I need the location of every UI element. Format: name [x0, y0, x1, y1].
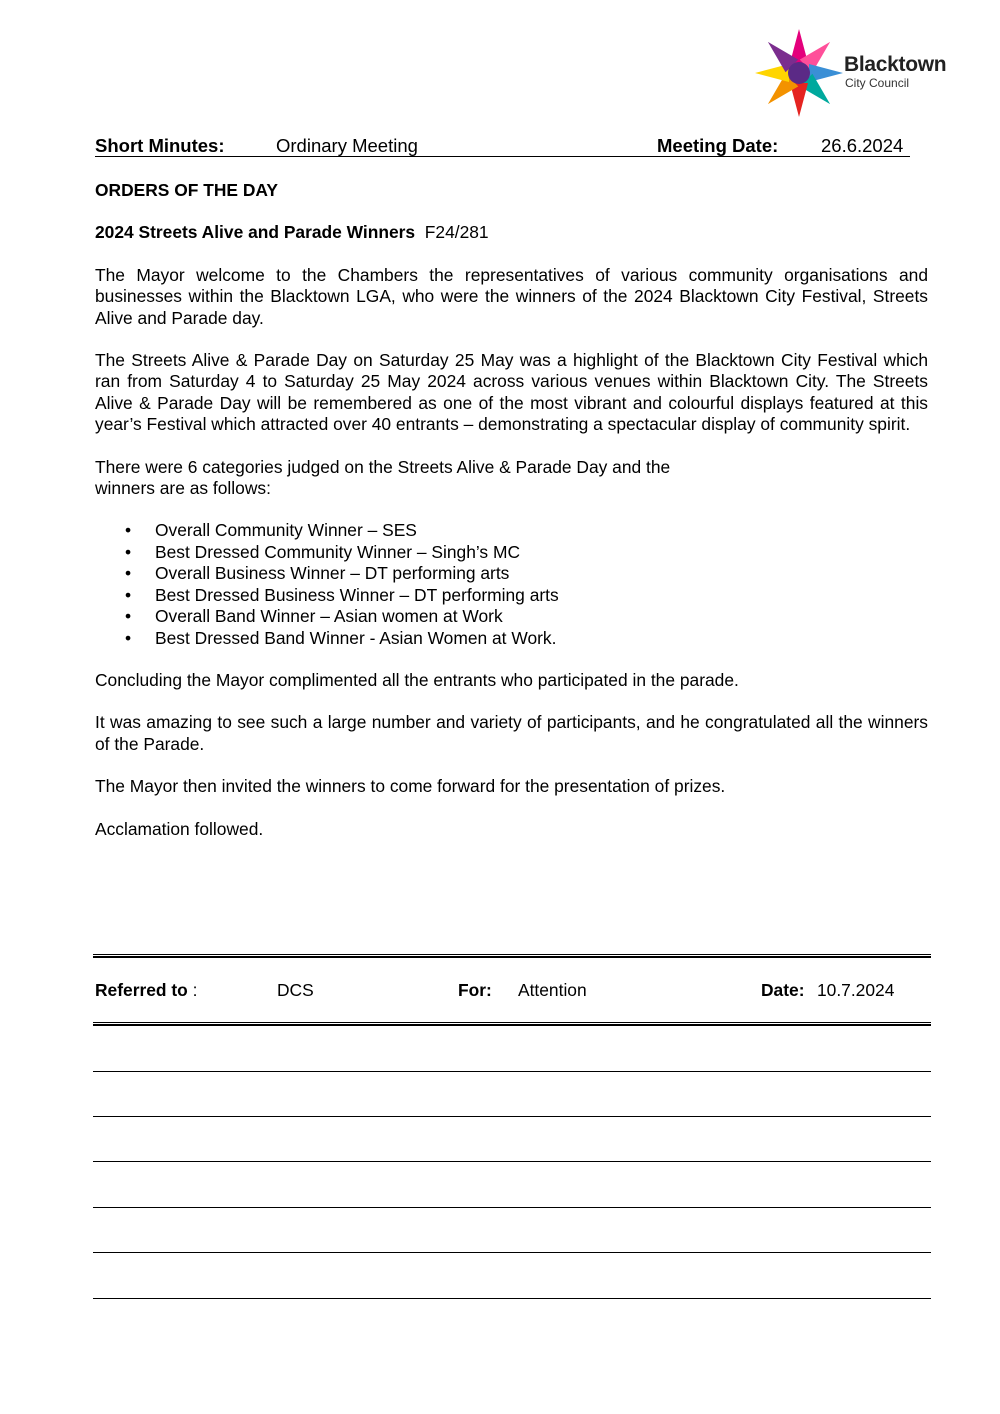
item-title: 2024 Streets Alive and Parade Winners	[95, 222, 416, 243]
minutes-header	[95, 135, 910, 159]
note-line	[93, 1116, 931, 1117]
meeting-date-value: 26.6.2024	[821, 135, 904, 156]
section-title: ORDERS OF THE DAY	[95, 180, 278, 200]
note-line	[93, 1298, 931, 1299]
for-label: For:	[458, 980, 492, 1000]
paragraph: It was amazing to see such a large number and variety of participants, and he congratulated all the winners of the Parade.	[95, 712, 928, 754]
referred-colon: :	[187, 980, 198, 1000]
item-ref: F24/281	[424, 222, 489, 243]
paragraph: winners are as follows:	[95, 478, 271, 499]
council-logo	[752, 26, 952, 120]
note-line	[93, 1252, 931, 1253]
referral-date-value: 10.7.2024	[817, 980, 895, 1000]
for-value: Attention	[518, 980, 587, 1000]
paragraph: The Streets Alive & Parade Day on Saturday 25 May was a highlight of the Blacktown City Festival which ran from Saturday 4 to Saturday 25 May 2024 across various venues within Blacktown City. The Streets Alive & Parade Day will be remembered as one of the most vibrant and colourful displays featured at this year’s Festival which attracted over 40 entrants – demonstrating a spectacular display of community spirit.	[95, 350, 928, 435]
item-heading	[95, 222, 928, 243]
note-line	[93, 1207, 931, 1208]
winners-list	[95, 520, 928, 648]
referred-to	[95, 980, 197, 1001]
header-underline	[95, 156, 910, 157]
logo-subtitle: City Council	[845, 76, 910, 90]
divider-bottom	[93, 1022, 931, 1026]
star-logo-icon	[752, 26, 846, 120]
note-line	[93, 1161, 931, 1162]
list-item: • Overall Business Winner – DT performing arts	[95, 563, 928, 584]
meeting-date-label: Meeting Date:	[657, 135, 779, 156]
referral-date-label: Date:	[761, 980, 805, 1000]
list-item: • Overall Community Winner – SES	[95, 520, 928, 541]
minutes-body	[95, 180, 928, 840]
list-item: • Best Dressed Business Winner – DT performing arts	[95, 585, 928, 606]
logo-name: Blacktown	[844, 53, 947, 76]
list-item: • Best Dressed Band Winner - Asian Women at Work.	[95, 628, 928, 649]
referred-label: Referred to	[95, 980, 188, 1000]
note-line	[93, 1071, 931, 1072]
divider-top	[93, 954, 931, 958]
list-item: • Overall Band Winner – Asian women at Work	[95, 606, 928, 627]
paragraph: The Mayor welcome to the Chambers the representatives of various community organisations and businesses within the Blacktown LGA, who were the winners of the 2024 Blacktown City Festival, Streets Alive and Parade day.	[95, 264, 928, 328]
minutes-value: Ordinary Meeting	[276, 135, 418, 156]
paragraph: There were 6 categories judged on the Streets Alive & Parade Day and the	[95, 456, 671, 477]
paragraph: Acclamation followed.	[95, 818, 264, 839]
list-item: • Best Dressed Community Winner – Singh’s MC	[95, 542, 928, 563]
minutes-label: Short Minutes:	[95, 135, 225, 156]
paragraph: The Mayor then invited the winners to come forward for the presentation of prizes.	[95, 776, 726, 797]
referred-value: DCS	[277, 980, 314, 1000]
paragraph: Concluding the Mayor complimented all the entrants who participated in the parade.	[95, 669, 739, 690]
